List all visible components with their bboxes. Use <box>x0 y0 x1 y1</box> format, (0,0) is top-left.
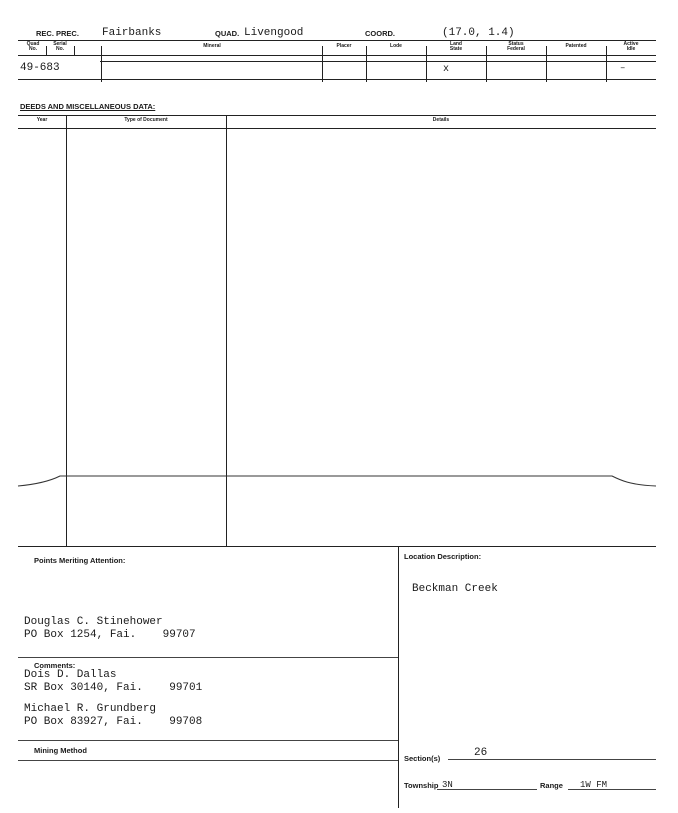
coord-value: (17.0, 1.4) <box>442 27 515 39</box>
col-active-idle: Active Idle <box>623 41 639 52</box>
col-quad-no: Quad No. <box>26 41 40 52</box>
owner-name: Douglas C. Stinehower <box>24 616 163 628</box>
sep <box>74 46 75 55</box>
col-land-state: Land State <box>449 41 463 52</box>
mining-method-rule <box>18 740 398 741</box>
sep <box>606 46 607 82</box>
deeds-heading: DEEDS AND MISCELLANEOUS DATA: <box>20 102 156 111</box>
land-state-mark: x <box>443 64 450 75</box>
row-bottom-rule <box>18 79 656 80</box>
row-rule <box>100 61 656 62</box>
rec-prec-label: REC. PREC. <box>36 29 79 38</box>
quad-no-value: 49-683 <box>20 62 60 74</box>
col-year: Year <box>36 117 48 123</box>
range-underline <box>568 789 656 790</box>
mining-method-bottom-rule <box>18 760 398 761</box>
rec-prec-value: Fairbanks <box>102 27 162 39</box>
deeds-heading-rule <box>18 128 656 129</box>
owner-address: SR Box 30140, Fai. 99701 <box>24 682 203 694</box>
owner-address: PO Box 83927, Fai. 99708 <box>24 716 203 728</box>
col-patented: Patented <box>565 43 587 49</box>
col-placer: Placer <box>336 43 352 49</box>
coord-label: COORD. <box>365 29 395 38</box>
column-heading-rule <box>18 55 656 56</box>
location-description-value: Beckman Creek <box>412 583 498 595</box>
section-value: 26 <box>474 747 488 759</box>
col-serial-no: Serial No. <box>53 41 67 52</box>
owner-name: Michael R. Grundberg <box>24 703 157 715</box>
sep <box>546 46 547 82</box>
section-underline <box>448 759 656 760</box>
sep <box>46 46 47 55</box>
col-type-of-document: Type of Document <box>124 117 168 123</box>
paper-join-line <box>0 470 678 500</box>
quad-label: QUAD. <box>215 29 240 38</box>
comments-label: Comments: <box>34 661 76 670</box>
range-value: 1W FM <box>580 780 608 790</box>
mining-method-label: Mining Method <box>34 746 87 755</box>
deeds-top-rule <box>18 115 656 116</box>
bottom-section-rule <box>18 546 656 547</box>
bottom-center-sep <box>398 546 399 808</box>
range-label: Range <box>540 781 563 790</box>
col-status-federal: Status Federal <box>507 41 525 52</box>
sep <box>101 46 102 82</box>
section-label: Section(s) <box>404 754 441 763</box>
owner-address: PO Box 1254, Fai. 99707 <box>24 629 196 641</box>
sep <box>322 46 323 82</box>
township-underline <box>437 789 537 790</box>
owner-name: Dois D. Dallas <box>24 669 117 681</box>
points-meriting-attention-label: Points Meriting Attention: <box>34 556 126 565</box>
township-value: 3N <box>442 780 453 790</box>
col-mineral: Mineral <box>203 43 221 49</box>
sep <box>366 46 367 82</box>
col-lode: Lode <box>390 43 402 49</box>
col-details: Details <box>432 117 450 123</box>
active-idle-mark: – <box>620 63 626 73</box>
township-label: Township <box>404 781 439 790</box>
location-description-label: Location Description: <box>404 552 482 561</box>
sep <box>486 46 487 82</box>
comments-rule <box>18 657 398 658</box>
quad-value: Livengood <box>244 27 304 39</box>
header-rule <box>18 40 656 41</box>
sep <box>426 46 427 82</box>
